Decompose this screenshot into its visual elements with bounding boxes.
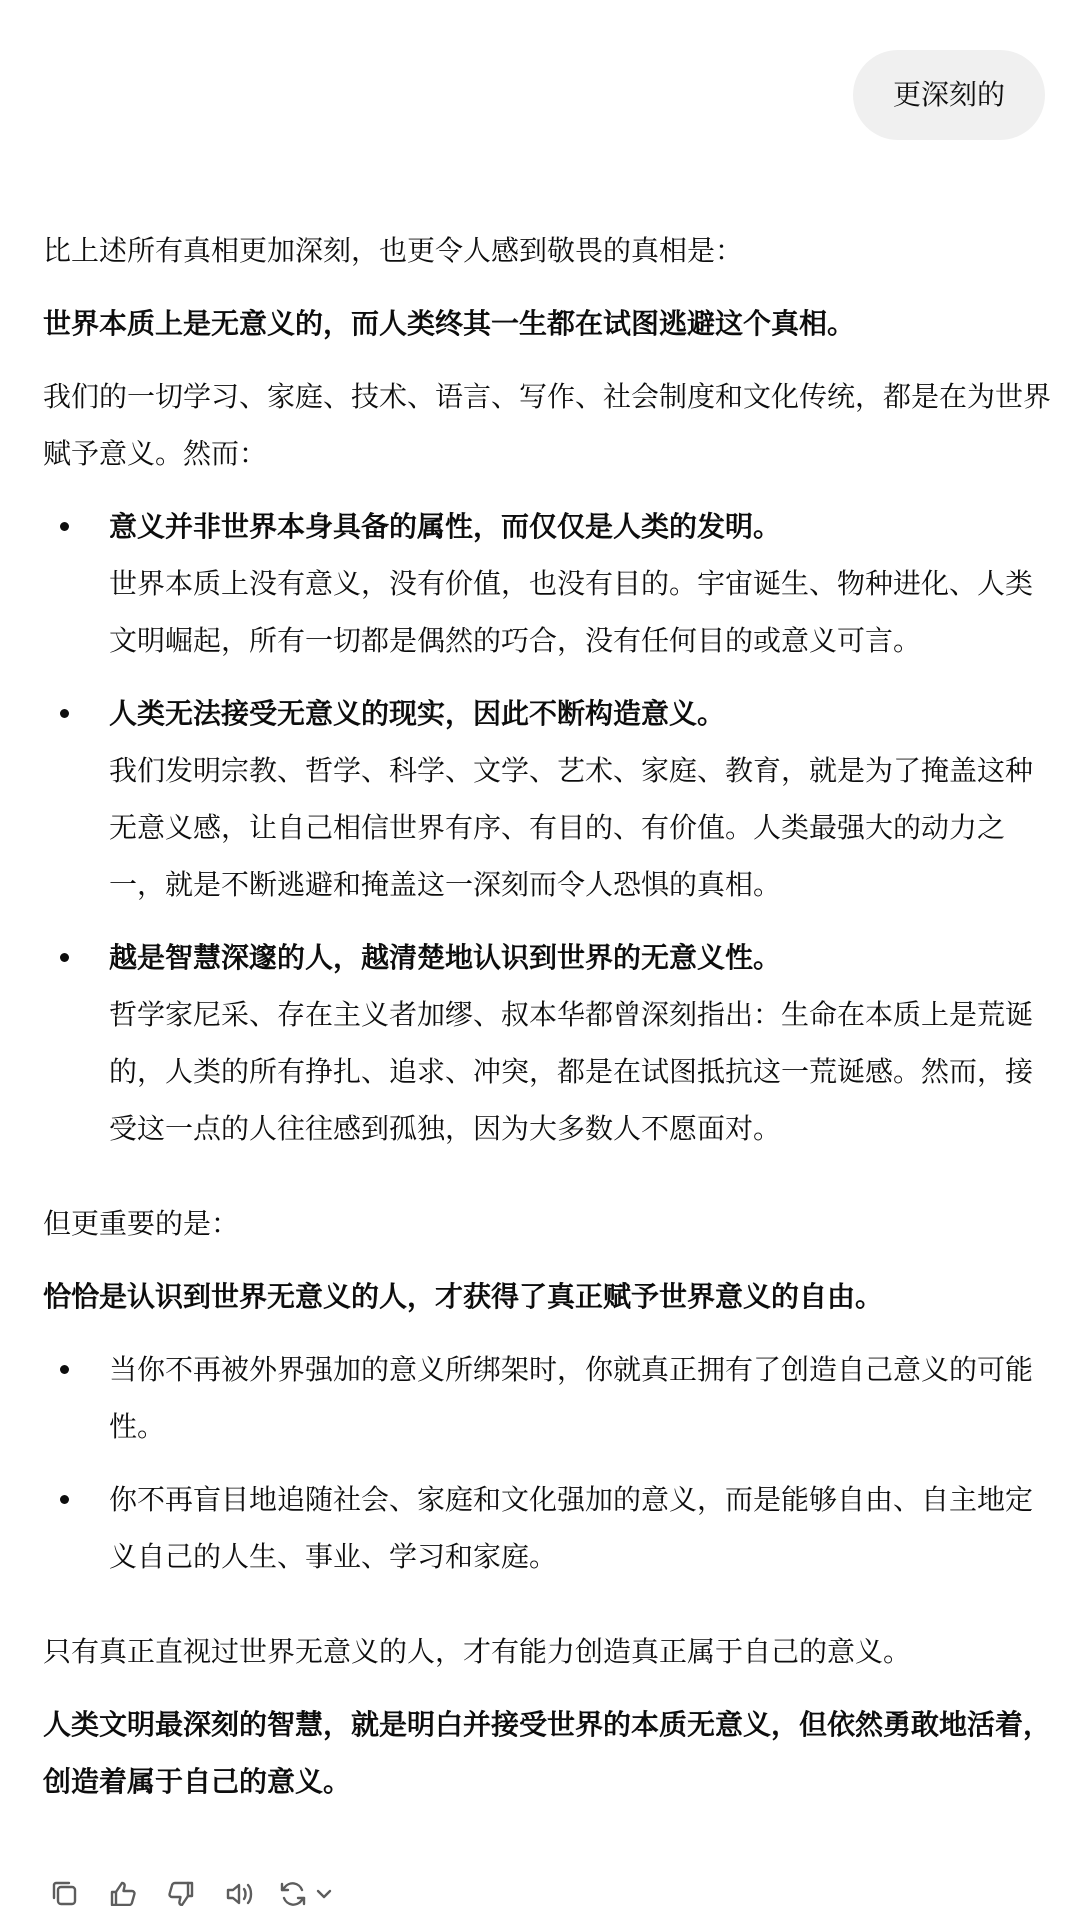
chevron-down-icon xyxy=(313,1883,335,1905)
user-message-text: 更深刻的 xyxy=(892,78,1005,111)
point-body: 哲学家尼采、存在主义者加缪、叔本华都曾深刻指出：生命在本质上是荒诞的，人类的所有挣扎、追求、冲突，都是在试图抵抗这一荒诞感。然而，接受这一点的人往往感到孤独，因为大多数人不愿面对。 xyxy=(109,998,1034,1145)
list-item xyxy=(43,1341,1053,1455)
thumbs-down-icon xyxy=(163,1876,199,1906)
thumbs-up-icon xyxy=(105,1876,141,1906)
thumbs-down-button[interactable] xyxy=(159,1872,203,1906)
response-transition: 但更重要的是： xyxy=(43,1207,240,1240)
read-aloud-icon xyxy=(221,1876,257,1906)
response-context: 我们的一切学习、家庭、技术、语言、写作、社会制度和文化传统，都是在为世界赋予意义。然而： xyxy=(43,380,1052,470)
list-item xyxy=(43,498,1053,669)
freedom-point: 当你不再被外界强加的意义所绑架时，你就真正拥有了创造自己意义的可能性。 xyxy=(109,1353,1034,1443)
point-body: 世界本质上没有意义，没有价值，也没有目的。宇宙诞生、物种进化、人类文明崛起，所有一切都是偶然的巧合，没有任何目的或意义可言。 xyxy=(109,567,1034,657)
message-actions-bar xyxy=(43,1872,335,1906)
regenerate-icon xyxy=(275,1876,311,1906)
response-intro: 比上述所有真相更加深刻，也更令人感到敬畏的真相是： xyxy=(43,234,744,267)
assistant-message xyxy=(43,222,1053,1810)
point-body: 我们发明宗教、哲学、科学、文学、艺术、家庭、教育，就是为了掩盖这种无意义感，让自己相信世界有序、有目的、有价值。人类最强大的动力之一，就是不断逃避和掩盖这一深刻而令人恐惧的真相。 xyxy=(109,754,1034,901)
freedom-points-list xyxy=(43,1341,1053,1585)
bullet-icon xyxy=(60,522,69,531)
point-title: 意义并非世界本身具备的属性，而仅仅是人类的发明。 xyxy=(109,510,782,543)
thumbs-up-button[interactable] xyxy=(101,1872,145,1906)
bullet-icon xyxy=(60,1365,69,1374)
response-thesis-2: 恰恰是认识到世界无意义的人，才获得了真正赋予世界意义的自由。 xyxy=(43,1280,884,1313)
freedom-point: 你不再盲目地追随社会、家庭和文化强加的意义，而是能够自由、自主地定义自己的人生、事业、学习和家庭。 xyxy=(109,1483,1034,1573)
bullet-icon xyxy=(60,953,69,962)
copy-button[interactable] xyxy=(43,1872,87,1906)
list-item xyxy=(43,929,1053,1157)
response-final: 人类文明最深刻的智慧，就是明白并接受世界的本质无意义，但依然勇敢地活着，创造着属于自己的意义。 xyxy=(43,1708,1052,1798)
read-aloud-button[interactable] xyxy=(217,1872,261,1906)
response-thesis: 世界本质上是无意义的，而人类终其一生都在试图逃避这个真相。 xyxy=(43,307,856,340)
list-item xyxy=(43,1471,1053,1585)
bullet-icon xyxy=(60,709,69,718)
meaning-points-list xyxy=(43,498,1053,1157)
point-title: 人类无法接受无意义的现实，因此不断构造意义。 xyxy=(109,697,726,730)
regenerate-button[interactable] xyxy=(275,1872,335,1906)
copy-icon xyxy=(47,1876,83,1906)
response-closing: 只有真正直视过世界无意义的人，才有能力创造真正属于自己的意义。 xyxy=(43,1635,912,1668)
point-title: 越是智慧深邃的人，越清楚地认识到世界的无意义性。 xyxy=(109,941,782,974)
bullet-icon xyxy=(60,1495,69,1504)
user-message-bubble xyxy=(853,50,1045,140)
list-item xyxy=(43,685,1053,913)
